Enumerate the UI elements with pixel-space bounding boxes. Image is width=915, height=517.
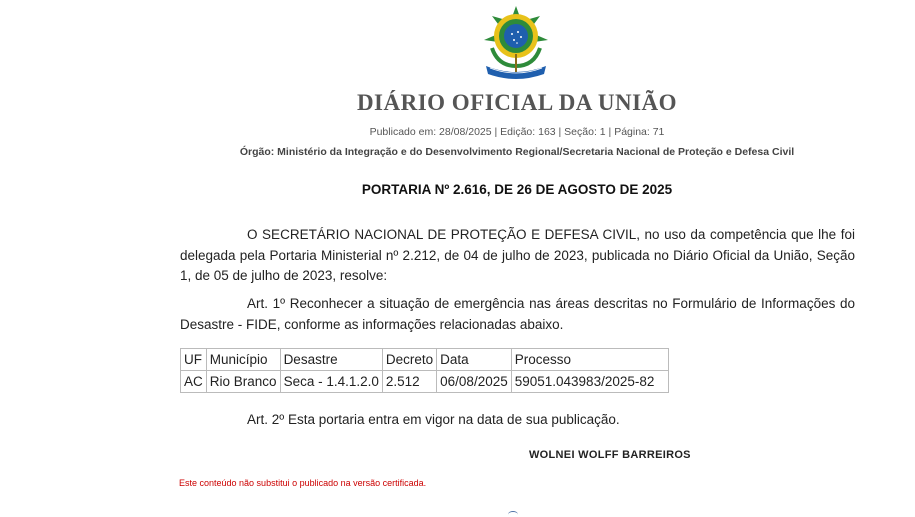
masthead-title: DIÁRIO OFICIAL DA UNIÃO xyxy=(356,90,678,115)
portaria-title: PORTARIA Nº 2.616, DE 26 DE AGOSTO DE 2025 xyxy=(361,182,673,197)
signature-name: WOLNEI WOLFF BARREIROS xyxy=(529,449,691,461)
table-cell: 06/08/2025 xyxy=(437,371,512,393)
column-header: Município xyxy=(206,349,280,371)
article-2-paragraph xyxy=(180,410,855,431)
table-header-row xyxy=(181,349,669,371)
table-cell: 2.512 xyxy=(382,371,436,393)
table-cell: Seca - 1.4.1.2.0 xyxy=(280,371,382,393)
disaster-table xyxy=(180,348,669,393)
table-row xyxy=(181,371,669,393)
preamble-text: O SECRETÁRIO NACIONAL DE PROTEÇÃO E DEFESA CIVIL, no uso da competência que lhe foi delegada pela Portaria Ministerial nº 2.212, de 04 de julho de 2023, publicada no Diário Oficial da União, Seção 1, de 05 de julho de 2023, resolve: xyxy=(180,227,855,283)
column-header: Decreto xyxy=(382,349,436,371)
publication-info: Publicado em: 28/08/2025 | Edição: 163 | Seção: 1 | Página: 71 xyxy=(369,126,665,138)
orgao-line: Órgão: Ministério da Integração e do Desenvolvimento Regional/Secretaria Nacional de Proteção e Defesa Civil xyxy=(239,146,795,158)
column-header: Desastre xyxy=(280,349,382,371)
table-cell: 59051.043983/2025-82 xyxy=(511,371,668,393)
disclaimer-text: Este conteúdo não substitui o publicado na versão certificada. xyxy=(179,478,427,488)
preamble-paragraph xyxy=(180,225,855,287)
column-header: UF xyxy=(181,349,207,371)
article-1-paragraph xyxy=(180,294,855,335)
column-header: Data xyxy=(437,349,512,371)
table-cell: AC xyxy=(181,371,207,393)
article-1-text: Art. 1º Reconhecer a situação de emergência nas áreas descritas no Formulário de Informações do Desastre - FIDE, conforme as informações relacionadas abaixo. xyxy=(180,296,855,332)
brazil-coat-of-arms-icon xyxy=(478,4,554,80)
column-header: Processo xyxy=(511,349,668,371)
article-2-text: Art. 2º Esta portaria entra em vigor na data de sua publicação. xyxy=(247,412,620,427)
table-cell: Rio Branco xyxy=(206,371,280,393)
partial-element xyxy=(508,511,518,517)
